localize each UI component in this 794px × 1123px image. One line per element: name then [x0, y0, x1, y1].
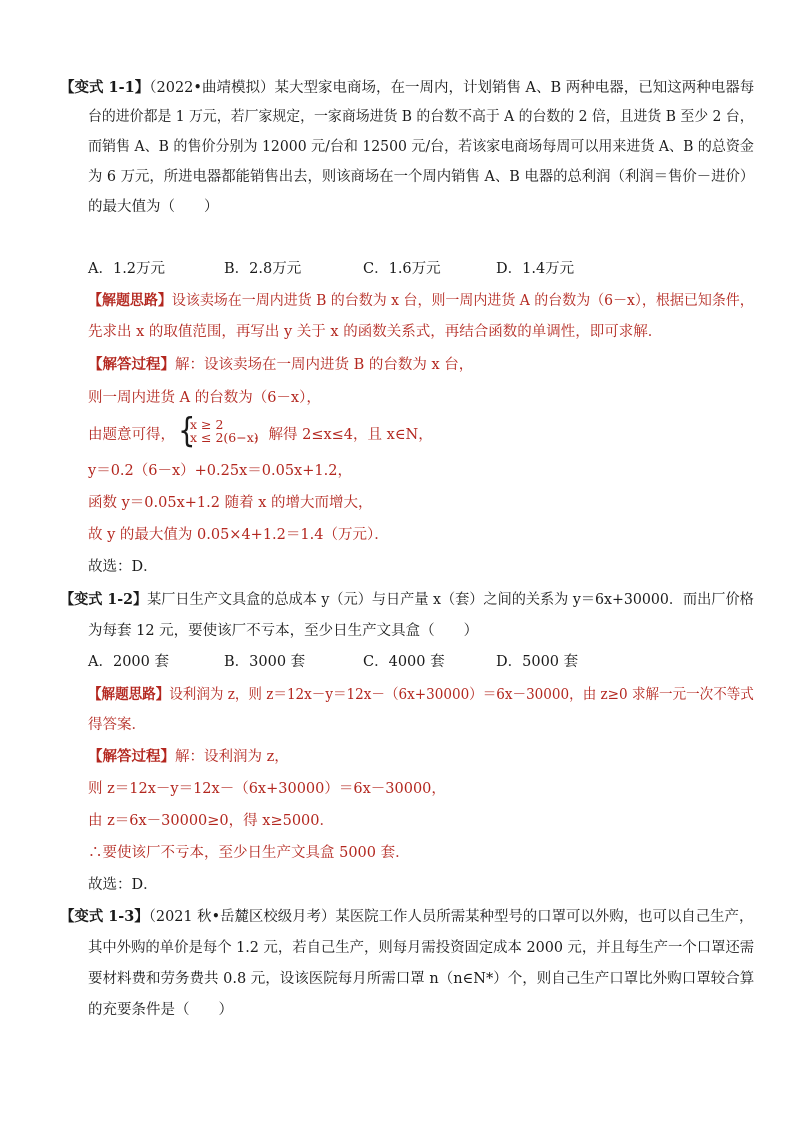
option-a: A．2000 套 — [88, 654, 169, 670]
solution-process-label: 【解答过程】 — [88, 356, 175, 373]
solution-idea-text: 设该卖场在一周内进货 B 的台数为 x 台，则一周内进货 A 的台数为（6－x），根据已知条件， — [171, 293, 754, 309]
inequality-system — [176, 411, 259, 451]
solution-idea-label: 【解题思路】 — [88, 686, 170, 703]
option-b: B．2.8万元 — [224, 261, 302, 277]
solution-idea-line-1 — [88, 290, 754, 312]
question-label: 【变式 1-2】 — [60, 591, 148, 608]
question-1-1-line-5: 的最大值为（ ） — [88, 199, 219, 215]
solution-process-label: 【解答过程】 — [88, 748, 175, 765]
solution-idea-line-2: 先求出 x 的取值范围，再写出 y 关于 x 的函数关系式，再结合函数的单调性，即可求解． — [88, 324, 663, 340]
question-text: 某厂日生产文具盒的总成本 y（元）与日产量 x（套）之间的关系为 y＝6x+30000．而出厂价格 — [147, 592, 754, 608]
question-1-1-line-4: 为 6 万元，所进电器都能销售出去，则该商场在一个周内销售 A、B 电器的总利润（利润＝售价－进价） — [88, 169, 755, 185]
solution-step-2a: 由题意可得， — [88, 427, 175, 443]
question-1-2-line-1 — [60, 589, 754, 611]
solution-step-3: y＝0.2（6－x）+0.25x＝0.05x+1.2， — [88, 463, 352, 479]
solution-idea-label: 【解题思路】 — [88, 292, 172, 309]
inequality-2: x ≤ 2(6−x) — [190, 430, 259, 445]
inequality-1: x ≥ 2 — [190, 417, 224, 432]
solution-step-2: 由 z＝6x－30000≥0，得 x≥5000． — [88, 813, 334, 829]
solution-idea-line-1 — [88, 684, 754, 706]
solution-process-line-1 — [88, 354, 473, 376]
question-1-3-line-1 — [60, 906, 753, 928]
question-1-3-line-4: 的充要条件是（ ） — [88, 1002, 233, 1018]
question-1-2-line-2: 为每套 12 元，要使该厂不亏本，至少日生产文具盒（ ） — [88, 623, 479, 639]
option-a: A．1.2万元 — [88, 261, 166, 277]
question-1-1-line-1 — [60, 77, 754, 99]
option-c: C．1.6万元 — [363, 261, 441, 277]
option-c: C．4000 套 — [363, 654, 445, 670]
answer: 故选：D． — [88, 559, 158, 575]
solution-step-1: 则一周内进货 A 的台数为（6－x）， — [88, 390, 321, 406]
question-1-1-line-2: 台的进价都是 1 万元，若厂家规定，一家商场进货 B 的台数不高于 A 的台数的 2 倍，且进货 B 至少 2 台， — [88, 109, 754, 125]
question-text: （2021 秋•岳麓区校级月考）某医院工作人员所需某种型号的口罩可以外购，也可以自己生产， — [148, 909, 754, 925]
question-label: 【变式 1-3】 — [60, 908, 149, 925]
question-label: 【变式 1-1】 — [60, 79, 150, 96]
solution-process-text: 解：设该卖场在一周内进货 B 的台数为 x 台， — [175, 357, 474, 373]
solution-idea-line-2: 得答案． — [88, 717, 146, 733]
solution-idea-text: 设利润为 z，则 z＝12x－y＝12x－（6x+30000）＝6x－30000，由 z≥0 求解一元一次不等式 — [169, 687, 754, 703]
solution-step-4: 函数 y＝0.05x+1.2 随着 x 的增大而增大， — [88, 495, 373, 511]
left-brace-icon: { — [178, 411, 196, 451]
solution-process-line-1 — [88, 746, 289, 768]
solution-step-3: ∴要使该厂不亏本，至少日生产文具盒 5000 套． — [88, 845, 410, 861]
option-d: D．1.4万元 — [496, 261, 575, 277]
question-1-3-line-2: 其中外购的单价是每个 1.2 元，若自己生产，则每月需投资固定成本 2000 元，并且每生产一个口罩还需 — [88, 940, 755, 956]
solution-process-text: 解：设利润为 z， — [175, 749, 289, 765]
solution-step-5: 故 y 的最大值为 0.05×4+1.2＝1.4（万元）． — [88, 527, 389, 543]
option-d: D．5000 套 — [496, 654, 579, 670]
question-1-1-line-3: 而销售 A、B 的售价分别为 12000 元/台和 12500 元/台，若该家电商场每周可以用来进货 A、B 的总资金 — [88, 139, 754, 155]
solution-step-2b: ，解得 2≤x≤4，且 x∈N， — [254, 427, 433, 443]
answer: 故选：D． — [88, 877, 158, 893]
question-text: （2022•曲靖模拟）某大型家电商场，在一周内，计划销售 A、B 两种电器，已知这两种电器每 — [149, 80, 755, 96]
solution-step-1: 则 z＝12x－y＝12x－（6x+30000）＝6x－30000， — [88, 781, 446, 797]
question-1-3-line-3: 要材料费和劳务费共 0.8 元，设该医院每月所需口罩 n（n∈N*）个，则自己生产口罩比外购口罩较合算 — [88, 971, 755, 987]
option-b: B．3000 套 — [224, 654, 306, 670]
